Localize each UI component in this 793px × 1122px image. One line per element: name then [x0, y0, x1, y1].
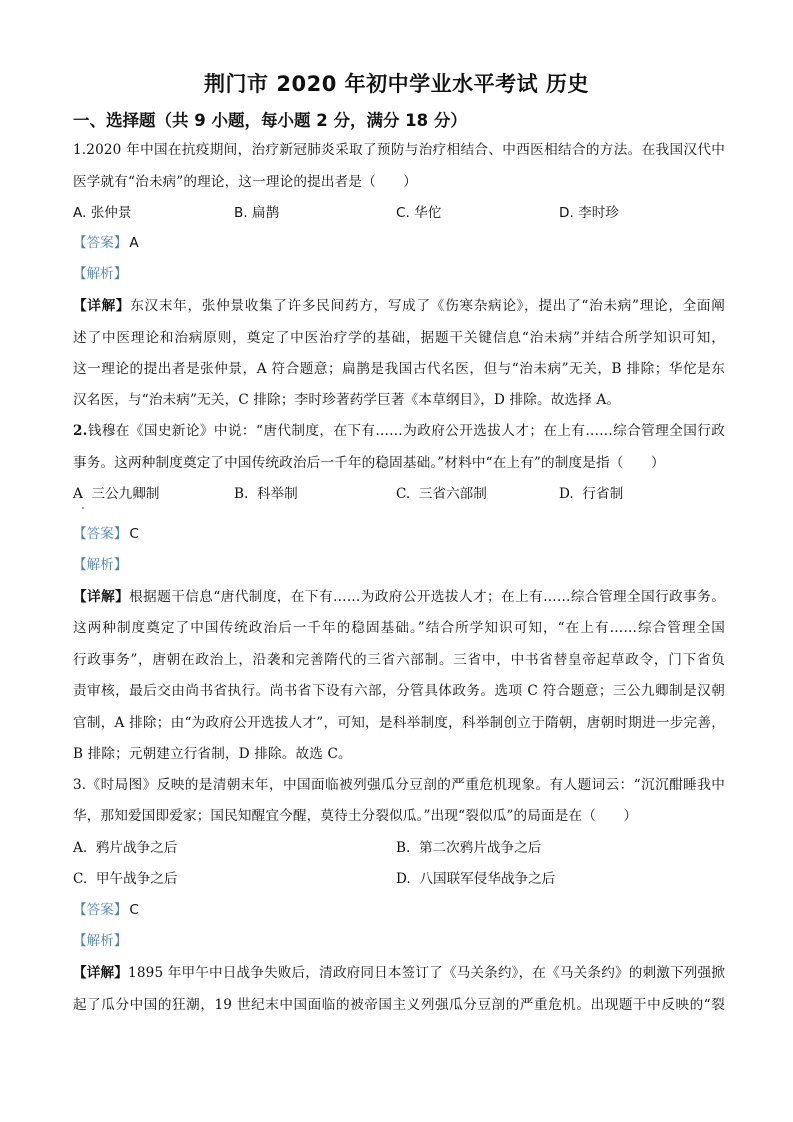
- answer-label: 【答案】: [73, 526, 128, 542]
- question-3-answer: [73, 900, 139, 920]
- question-1-analysis-label: 【解析】: [73, 266, 128, 282]
- question-1-answer: [73, 233, 139, 253]
- question-3-option-a: A. 鸦片战争之后: [73, 840, 178, 856]
- question-1-detail-line-2: 述了中医理论和治病原则，奠定了中医治疗学的基础，据题干关键信息“治未病”并结合所学知识可知，: [73, 330, 725, 346]
- question-2-option-a: A 三公九卿制: [73, 486, 160, 502]
- question-2-stem-line-2: 事务。这两种制度奠定了中国传统政治后一千年的稳固基础。”材料中“在上有”的制度是指（ ）: [73, 455, 665, 471]
- question-1-option-b: B. 扁鹊: [234, 205, 280, 221]
- question-1-stem-line-2: 医学就有“治未病”的理论，这一理论的提出者是（ ）: [73, 174, 418, 190]
- answer-value: C: [129, 526, 139, 542]
- question-2-option-c: C. 三省六部制: [396, 486, 487, 502]
- question-1-option-d: D. 李时珍: [559, 205, 619, 221]
- question-2-option-b: B. 科举制: [234, 486, 298, 502]
- question-3-stem-line-1: 3.《时局图》反映的是清朝末年，中国面临被列强瓜分豆剖的严重危机现象。有人题词云：“沉沉酣睡我中: [73, 777, 725, 793]
- question-1-detail-line-4: 汉名医，与“治未病”无关，C 排除；李时珍著药学巨著《本草纲目》，D 排除。故选择 A。: [73, 392, 621, 408]
- question-number: 3.: [73, 777, 87, 793]
- question-3-detail-line-1: 【详解】1895 年甲午中日战争失败后，清政府同日本签订了《马关条约》，在《马关条约》的刺激下列强掀: [73, 965, 726, 981]
- question-2-answer: [73, 524, 139, 544]
- question-2-detail-line-3: 行政事务”，唐朝在政治上，沿袭和完善隋代的三省六部制。三省中，中书省替皇帝起草政令，门下省负: [73, 652, 725, 668]
- question-3-option-d: D. 八国联军侵华战争之后: [396, 871, 556, 887]
- question-3-detail-line-2: 起了瓜分中国的狂潮，19 世纪末中国面临的被帝国主义列强瓜分豆剖的严重危机。出现题干中反映的“裂: [73, 997, 725, 1013]
- question-3-option-c: C. 甲午战争之后: [73, 871, 178, 887]
- question-2-detail-line-2: 这两种制度奠定了中国传统政治后一千年的稳固基础。”结合所学知识可知，“在上有……综合管理全国: [73, 620, 725, 636]
- answer-label: 【答案】: [73, 902, 128, 918]
- question-1-option-c: C. 华佗: [396, 205, 442, 221]
- question-1-detail-line-3: 这一理论的提出者是张仲景，A 符合题意；扁鹊是我国古代名医，但与“治未病”无关，B 排除；华佗是东: [73, 361, 725, 377]
- question-2-detail-line-5: 官制，A 排除；由“为政府公开选拔人才”，可知，是科举制度，科举制创立于隋朝，唐朝时期进一步完善，: [73, 715, 725, 731]
- detail-label: 【详解】: [73, 589, 130, 605]
- question-1-stem-line-1: 1.2020 年中国在抗疫期间，治疗新冠肺炎采取了预防与治疗相结合、中西医相结合的方法。在我国汉代中: [73, 142, 725, 158]
- question-3-option-b: B. 第二次鸦片战争之后: [396, 840, 542, 856]
- question-2-analysis-label: 【解析】: [73, 557, 128, 573]
- detail-label: 【详解】: [73, 965, 129, 981]
- question-1-option-a: A. 张仲景: [73, 205, 132, 221]
- question-2-detail-line-6: B 排除；元朝建立行省制，D 排除。故选 C。: [73, 746, 352, 762]
- question-2-detail-line-1: 【详解】根据题干信息“唐代制度，在下有……为政府公开选拔人才；在上有……综合管理全国行政事务。: [73, 589, 725, 605]
- scan-speck: [82, 507, 84, 509]
- detail-label: 【详解】: [73, 298, 131, 314]
- page-title: 荆门市 2020 年初中学业水平考试 历史: [204, 72, 589, 96]
- answer-label: 【答案】: [73, 235, 128, 251]
- question-2-detail-line-4: 责审核，最后交由尚书省执行。尚书省下设有六部，分管具体政务。选项 C 符合题意；三公九卿制是汉朝: [73, 683, 725, 699]
- question-2-option-d: D. 行省制: [559, 486, 624, 502]
- question-3-stem-line-2: 华，那知爱国即爱家；国民知醒宜今醒，莫待土分裂似瓜。”出现“裂似瓜”的局面是在（ ）: [73, 808, 638, 824]
- answer-value: A: [129, 235, 139, 251]
- section-heading: 一、选择题（共 9 小题，每小题 2 分，满分 18 分）: [73, 111, 467, 130]
- question-number: 2.: [73, 423, 88, 439]
- question-1-detail-line-1: 【详解】东汉末年，张仲景收集了许多民间药方，写成了《伤寒杂病论》，提出了“治未病”理论，全面阐: [73, 298, 725, 314]
- question-2-stem-line-1: 2.钱穆在《国史新论》中说：“唐代制度，在下有……为政府公开选拔人才；在上有……综合管理全国行政: [73, 423, 725, 439]
- question-number: 1.: [73, 142, 87, 158]
- question-3-analysis-label: 【解析】: [73, 933, 128, 949]
- answer-value: C: [129, 902, 139, 918]
